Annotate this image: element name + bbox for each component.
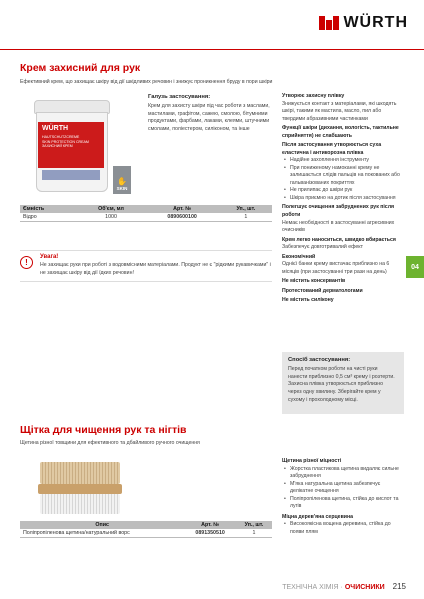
- brush-feature-title-1: Щетина різної міцності: [282, 458, 342, 464]
- method-box: [282, 352, 404, 414]
- chapter-tab: 04: [406, 256, 424, 278]
- feature-heading-5: Крем легко наноситься, швидко вбирається: [282, 236, 396, 243]
- feature-bullets: [282, 157, 404, 202]
- feature-text-4: Немає необхідності в застосуванні агресивних очисників: [282, 219, 395, 234]
- warning-icon: !: [20, 256, 33, 269]
- usage-block: [148, 93, 270, 134]
- brush-table-header: [20, 521, 272, 529]
- col-art: Арт. №: [184, 521, 236, 529]
- footer-section: ТЕХНІЧНА ХІМІЯ: [282, 584, 339, 591]
- cell-art: 0891350510: [184, 529, 236, 538]
- features-column: [282, 93, 404, 305]
- footer: [282, 582, 406, 591]
- cell-art: 0890600100: [145, 213, 220, 222]
- warning-title: Увага!: [40, 254, 59, 260]
- jar-label-2: SKIN PROTECTION CREAM: [42, 139, 89, 144]
- list-item: • Шкіра приємно на дотик після застосування: [290, 195, 404, 203]
- list-item: • Надійне захоплення інструменту: [290, 157, 404, 165]
- table-row: [20, 529, 272, 538]
- cell-container: Відро: [20, 213, 77, 222]
- method-text: Перед початком роботи на чисті руки нанести приблизно 0,5 см³ крему і розтерти. Захисна плівка утворюється приблизно через одну хвилину. Зберігайте крем у сухому і прохолодному місці.: [288, 366, 395, 403]
- feature-heading-7: Не містить консервантів: [282, 278, 346, 285]
- cream-title: Крем захисний для рук: [20, 62, 141, 74]
- warning-block: [20, 250, 272, 282]
- brush-feature-title-2: Міцна дерев'яна серцевина: [282, 513, 353, 520]
- method-title: Спосіб застосування:: [288, 357, 351, 363]
- footer-separator: ·: [338, 584, 345, 591]
- page-number: 215: [392, 582, 406, 591]
- wurth-logo: [319, 14, 408, 32]
- feature-heading-9: Не містить силікону: [282, 297, 334, 304]
- feature-heading-3: Після застосування утворюється суха еластична і антикорозна плівка: [282, 142, 382, 156]
- cream-table-header: [20, 205, 272, 213]
- cell-volume: 1000: [77, 213, 144, 222]
- cream-table: [20, 205, 272, 222]
- feature-text-6: Однієї банки крему вистачає приблизно на 6 місяців (при застосуванні три рази на день): [282, 261, 390, 275]
- usage-title: Галузь застосування:: [148, 94, 211, 100]
- warning-text: Не захищає руки при роботі з водовмісними матеріалами. Продукт не є "рідкими рукавичками" і не захищає шкіру від дії їдких речовин!: [40, 262, 271, 276]
- col-pack: Уп., шт.: [220, 205, 272, 213]
- skin-badge-label: SKIN: [116, 186, 128, 191]
- jar-label-3: ЗАХИСНИЙ КРЕМ: [42, 144, 73, 149]
- hand-icon: ✋: [117, 177, 127, 186]
- col-description: Опис: [20, 521, 184, 529]
- brush-features: [282, 458, 404, 536]
- brush-subtitle: Щетина різної товщини для ефективного та дбайливого ручного очищення: [20, 440, 200, 446]
- feature-heading-6: Економічний: [282, 253, 316, 260]
- jar-brand: WÜRTH: [42, 125, 69, 132]
- brand-name: WÜRTH: [343, 14, 408, 31]
- brush-table: [20, 521, 272, 538]
- feature-heading-4: Полегшує очищення забруднених рук після роботи: [282, 204, 395, 218]
- cell-pack: 1: [236, 529, 272, 538]
- list-item: • Поліпропіленова щетина, стійка до кислот та лугів: [290, 496, 404, 511]
- brush-bullets-1: [282, 466, 404, 511]
- cream-jar-image: [32, 100, 110, 192]
- brush-bullets-2: [282, 521, 404, 536]
- feature-heading-8: Протестований дерматологами: [282, 287, 363, 294]
- list-item: • Високоякісна вощена деревина, стійка до появи плям: [290, 521, 404, 536]
- feature-text-5: Забезпечує довготривалий ефект: [282, 244, 363, 251]
- skin-badge: [113, 166, 131, 194]
- list-item: • Жорстка пластикова щетина видаляє сильне забруднення: [290, 466, 404, 481]
- header-rule: [0, 49, 424, 50]
- col-pack: Уп., шт.: [236, 521, 272, 529]
- table-row: [20, 213, 272, 222]
- cell-pack: 1: [220, 213, 272, 222]
- brush-image: [36, 458, 124, 518]
- jar-label-1: HAUTSCHUTZCREME: [42, 135, 80, 139]
- cream-subtitle: Ефективний крем, що захищає шкіру від дії шкідливих речовин і знижує проникнення бруду в пори шкіри: [20, 79, 273, 85]
- brush-title: Щітка для чищення рук та нігтів: [20, 424, 187, 436]
- col-container: Ємність: [20, 205, 77, 213]
- list-item: • М'яка натуральна щетина забезпечує делікатне очищення: [290, 481, 404, 496]
- feature-heading-2: Функції шкіри (дихання, вологість, тактильне сприйняття) не слабшають: [282, 125, 399, 139]
- col-volume: Об'єм, мл: [77, 205, 144, 213]
- list-item: • При пониженому намоканні крему не залишається слідів пальців на покованих або гальванізованих покриттях: [290, 165, 404, 188]
- feature-text-1: Знижується контакт з матеріалами, які шкодять шкірі, такими як мастила, масло, пил або твердими абразивними частинками: [282, 100, 397, 122]
- footer-chapter: ОЧИСНИКИ: [344, 584, 385, 591]
- list-item: • Не прилипає до шкіри рук: [290, 187, 404, 195]
- cell-description: Поліпропіленова щетина/натуральний ворс: [20, 529, 184, 538]
- feature-heading-1: Утворює захисну плівку: [282, 93, 345, 99]
- wurth-logo-mark: [319, 16, 339, 30]
- col-art: Арт. №: [145, 205, 220, 213]
- usage-text: Крем для захисту шкіри під час роботи з маслами, мастилами, графітом, сажею, смолою, бітумними продуктами, фарбами, лаками, клеями, штучними смолами, поліестером, силіконом, та інше: [148, 103, 270, 132]
